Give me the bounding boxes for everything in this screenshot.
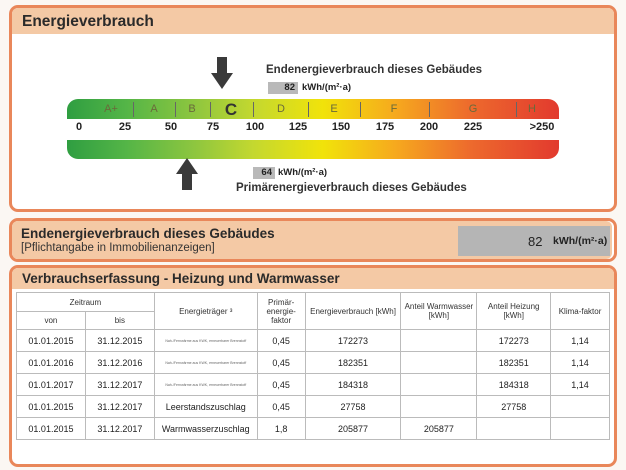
cell-warmwasser — [401, 396, 477, 418]
cell-traeger: Nah-/Fernwärme aus KWK, erneuerbarer Brennstoff — [154, 330, 257, 352]
primary-energy-title: Primärenergieverbrauch dieses Gebäudes — [236, 182, 467, 194]
cell-bis: 31.12.2016 — [85, 352, 154, 374]
header-zeitraum: Zeitraum — [17, 293, 155, 312]
cell-klima: 1,14 — [551, 374, 610, 396]
class-b: B — [188, 103, 196, 115]
cell-faktor: 0,45 — [257, 352, 305, 374]
consumption-panel — [9, 265, 617, 467]
summary-value: 82 — [528, 234, 543, 249]
table-row — [17, 330, 610, 352]
energy-class-row — [67, 100, 559, 119]
cell-faktor: 0,45 — [257, 396, 305, 418]
class-e: E — [330, 103, 338, 115]
tick-label: 150 — [331, 121, 351, 133]
cell-von: 01.01.2015 — [17, 396, 86, 418]
cell-heizung: 182351 — [477, 352, 551, 374]
class-a: A — [150, 103, 158, 115]
cell-von: 01.01.2015 — [17, 418, 86, 440]
class-g: G — [468, 103, 478, 115]
cell-von: 01.01.2017 — [17, 374, 86, 396]
cell-traeger: Leerstandszuschlag — [154, 396, 257, 418]
table-row — [17, 352, 610, 374]
class-d: D — [277, 103, 285, 115]
arrow-down-icon — [211, 57, 233, 89]
cell-faktor: 0,45 — [257, 330, 305, 352]
class-c-active: C — [224, 100, 238, 119]
cell-verbrauch: 184318 — [305, 374, 401, 396]
cell-warmwasser: 205877 — [401, 418, 477, 440]
cell-von: 01.01.2016 — [17, 352, 86, 374]
class-f: F — [390, 103, 398, 115]
tick-label: 0 — [75, 121, 83, 133]
tick-label: 75 — [206, 121, 220, 133]
tick-label: >250 — [529, 121, 555, 133]
end-energy-unit: kWh/(m²·a) — [302, 82, 352, 93]
cell-verbrauch: 182351 — [305, 352, 401, 374]
end-energy-title: Endenergieverbrauch dieses Gebäudes — [266, 64, 483, 76]
header-bis: bis — [85, 312, 154, 330]
table-row — [17, 396, 610, 418]
tick-label: 175 — [375, 121, 395, 133]
summary-unit: kWh/(m²·a) — [553, 235, 608, 247]
cell-verbrauch: 205877 — [305, 418, 401, 440]
cell-traeger: Nah-/Fernwärme aus KWK, erneuerbarer Brennstoff — [154, 374, 257, 396]
tick-label: 125 — [288, 121, 308, 133]
consumption-title: Verbrauchserfassung - Heizung und Warmwasser — [12, 268, 614, 289]
cell-traeger: Nah-/Fernwärme aus KWK, erneuerbarer Brennstoff — [154, 352, 257, 374]
cell-klima — [551, 396, 610, 418]
header-von: von — [17, 312, 86, 330]
cell-heizung — [477, 418, 551, 440]
tick-label: 50 — [164, 121, 178, 133]
header-energietraeger: Energieträger ³ — [154, 293, 257, 330]
cell-traeger: Warmwasserzuschlag — [154, 418, 257, 440]
header-klimafaktor: Klima-faktor — [551, 293, 610, 330]
table-row — [17, 374, 610, 396]
class-h: H — [528, 103, 536, 115]
cell-bis: 31.12.2015 — [85, 330, 154, 352]
tick-label: 25 — [118, 121, 132, 133]
cell-von: 01.01.2015 — [17, 330, 86, 352]
cell-verbrauch: 172273 — [305, 330, 401, 352]
cell-heizung: 172273 — [477, 330, 551, 352]
energy-panel-title: Energieverbrauch — [12, 8, 614, 34]
summary-title: Endenergieverbrauch dieses Gebäudes — [21, 226, 275, 241]
cell-verbrauch: 27758 — [305, 396, 401, 418]
cell-heizung: 184318 — [477, 374, 551, 396]
cell-warmwasser — [401, 352, 477, 374]
cell-klima: 1,14 — [551, 330, 610, 352]
primary-energy-value: 64 — [253, 167, 275, 179]
cell-heizung: 27758 — [477, 396, 551, 418]
header-warmwasser: Anteil Warmwasser [kWh] — [401, 293, 477, 330]
header-energieverbrauch: Energieverbrauch [kWh] — [305, 293, 401, 330]
table-row — [17, 418, 610, 440]
summary-subtitle: [Pflichtangabe in Immobilienanzeigen] — [21, 242, 215, 254]
tick-label: 225 — [463, 121, 483, 133]
cell-faktor: 0,45 — [257, 374, 305, 396]
arrow-up-icon — [176, 158, 198, 190]
class-a-plus: A+ — [104, 103, 118, 115]
tick-label: 200 — [419, 121, 439, 133]
tick-label: 100 — [245, 121, 265, 133]
cell-bis: 31.12.2017 — [85, 418, 154, 440]
summary-panel — [9, 218, 617, 262]
cell-bis: 31.12.2017 — [85, 396, 154, 418]
cell-klima — [551, 418, 610, 440]
header-primaerfaktor: Primär-energie-faktor — [257, 293, 305, 330]
header-heizung: Anteil Heizung [kWh] — [477, 293, 551, 330]
primary-energy-unit: kWh/(m²·a) — [278, 167, 328, 178]
cell-bis: 31.12.2017 — [85, 374, 154, 396]
cell-faktor: 1,8 — [257, 418, 305, 440]
energy-scale-ticks — [67, 121, 559, 139]
cell-klima: 1,14 — [551, 352, 610, 374]
consumption-table — [16, 292, 610, 440]
end-energy-value: 82 — [268, 82, 298, 94]
cell-warmwasser — [401, 374, 477, 396]
cell-warmwasser — [401, 330, 477, 352]
